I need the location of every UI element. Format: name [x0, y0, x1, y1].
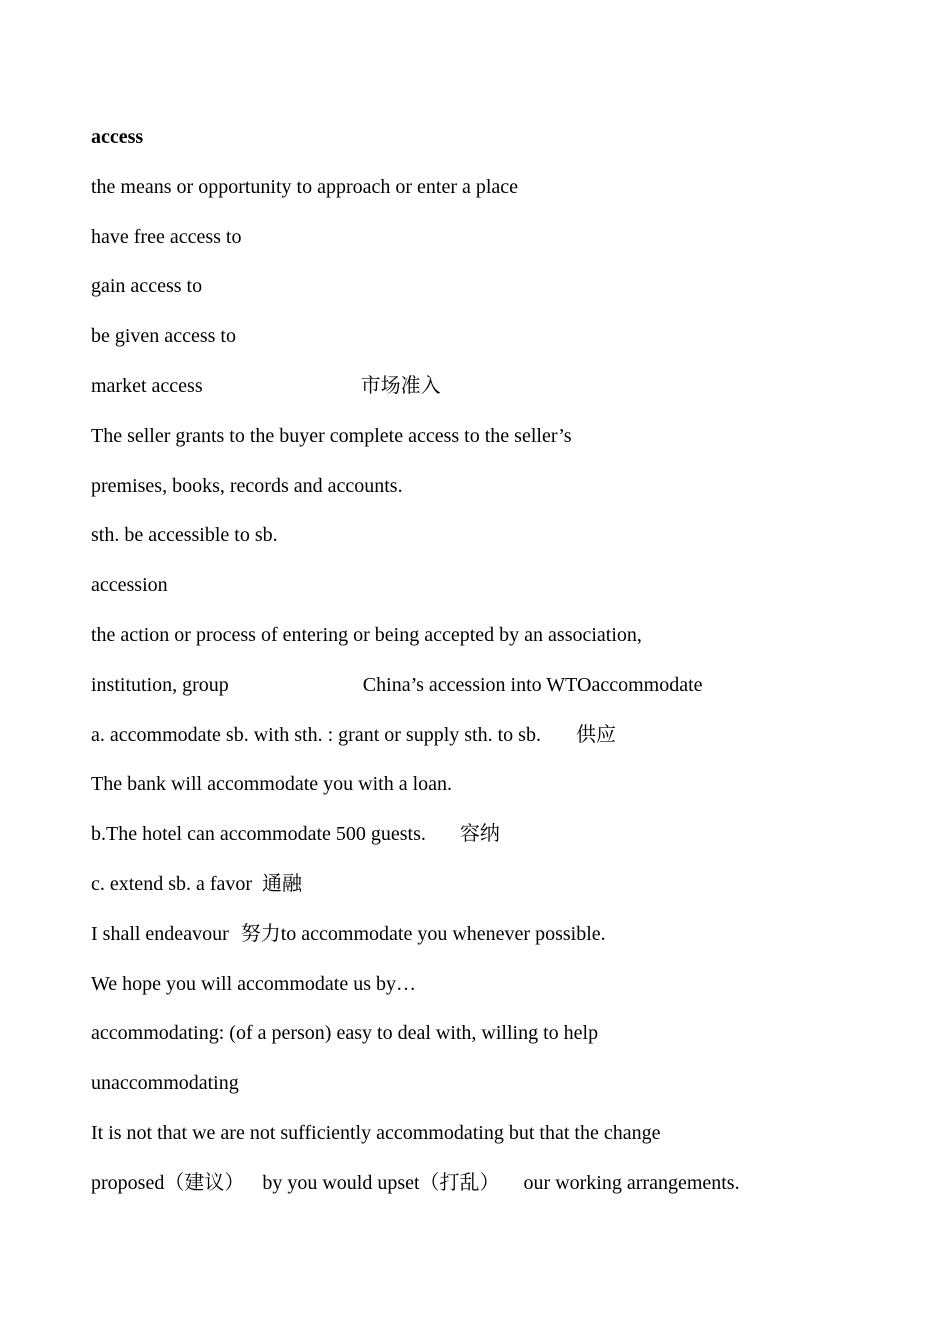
headword-unaccommodating: unaccommodating — [91, 1072, 239, 1095]
sense-b-zh: 容纳 — [459, 823, 500, 846]
example-seller-grants-cont: premises, books, records and accounts. — [91, 474, 403, 497]
example-endeavour-zh: 努力 — [240, 922, 281, 945]
example-proposed: proposed（建议） — [91, 1171, 245, 1194]
sense-b-text: b.The hotel can accommodate 500 guests. — [91, 823, 426, 846]
document-page — [91, 122, 911, 1218]
phrase-accessible: sth. be accessible to sb. — [91, 524, 278, 547]
headword-access: access — [91, 126, 144, 148]
headword-accession: accession — [91, 574, 168, 597]
example-endeavour-start: I shall endeavour — [91, 922, 229, 945]
sense-c-zh: 通融 — [262, 872, 303, 895]
phrase-market-access-en: market access — [91, 374, 203, 397]
sense-a-accommodate — [91, 720, 911, 770]
sense-b-accommodate — [91, 819, 911, 869]
sense-c-text: c. extend sb. a favor — [91, 872, 253, 895]
phrase-have-free-access: have free access to — [91, 225, 242, 248]
phrase-market-access-zh: 市场准入 — [360, 374, 441, 397]
definition-accommodating: accommodating: (of a person) easy to deal with, willing to help — [91, 1022, 599, 1045]
example-seller-grants: The seller grants to the buyer complete access to the seller’s — [91, 424, 572, 447]
example-not-sufficiently: It is not that we are not sufficiently accommodating but that the change — [91, 1121, 661, 1144]
sense-a-zh: 供应 — [575, 723, 616, 746]
example-endeavour — [91, 919, 911, 969]
sense-a-text: a. accommodate sb. with sth. : grant or supply sth. to sb. — [91, 723, 541, 746]
phrase-be-given-access: be given access to — [91, 325, 236, 348]
example-china-accession: China’s accession into WTOaccommodate — [362, 673, 703, 696]
example-not-sufficiently-cont — [91, 1168, 911, 1218]
example-bank-loan: The bank will accommodate you with a loan. — [91, 773, 453, 796]
definition-access: the means or opportunity to approach or enter a place — [91, 175, 519, 198]
phrase-gain-access: gain access to — [91, 275, 203, 298]
definition-accession: the action or process of entering or being accepted by an association, — [91, 623, 642, 646]
definition-accession-end: institution, group — [91, 673, 229, 696]
definition-accession-cont — [91, 670, 911, 720]
example-endeavour-end: to accommodate you whenever possible. — [280, 922, 606, 945]
phrase-market-access — [91, 371, 911, 421]
example-accommodate-us: We hope you will accommodate us by… — [91, 972, 416, 995]
sense-c-accommodate — [91, 869, 911, 919]
example-arrangements: our working arrangements. — [523, 1171, 740, 1194]
example-upset: by you would upset（打乱） — [262, 1171, 500, 1194]
